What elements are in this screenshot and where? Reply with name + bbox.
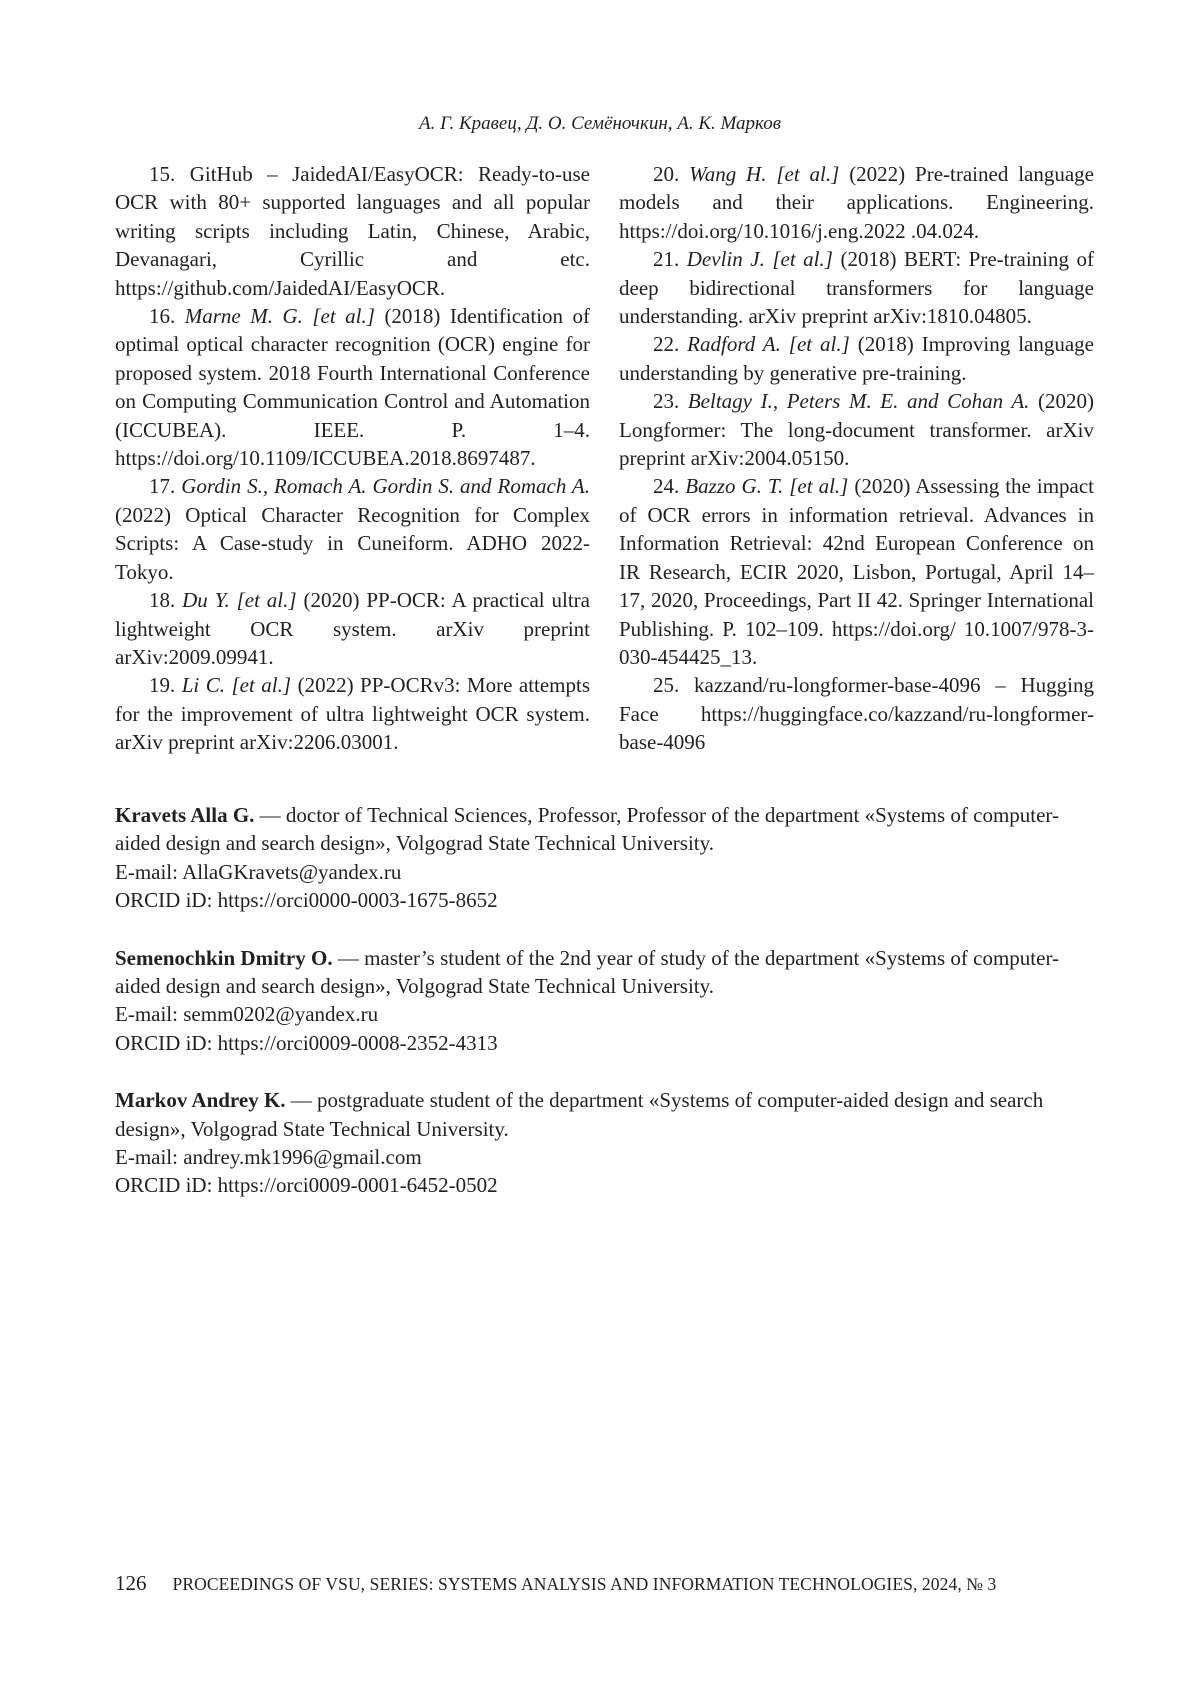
reference-authors: Marne M. G. [et al.] (185, 304, 375, 328)
author-line (115, 1086, 1094, 1143)
reference-20 (619, 160, 1094, 245)
author-info-markov (115, 1086, 1094, 1200)
reference-text: (2022) Pre-trained language models and their applications. Engineering. https://doi.org/10.1016/j.eng.2022 .04.024. (619, 162, 1094, 243)
reference-24 (619, 472, 1094, 671)
reference-number: 17. (149, 474, 175, 498)
running-header: А. Г. Кравец, Д. О. Семёночкин, А. К. Марков (0, 113, 1200, 135)
reference-21 (619, 245, 1094, 330)
reference-text: (2022) Optical Character Recognition for Complex Scripts: A Case-study in Cuneiform. ADHO 2022-Tokyo. (115, 503, 590, 584)
reference-text: (2022) PP-OCRv3: More attempts for the improvement of ultra lightweight OCR system. arXiv preprint arXiv:2206.03001. (115, 673, 590, 754)
reference-number: 15. (149, 162, 175, 186)
reference-25 (619, 671, 1094, 756)
author-name: Markov Andrey K. (115, 1088, 286, 1112)
reference-16 (115, 302, 590, 472)
author-info-section (115, 801, 1094, 1229)
reference-22 (619, 330, 1094, 387)
references-left-column (115, 160, 590, 757)
author-email: E-mail: andrey.mk1996@gmail.com (115, 1143, 1094, 1171)
reference-text: (2018) Identification of optimal optical character recognition (OCR) engine for proposed system. 2018 Fourth International Conference on Computing Communication Control and Automation (ICCUBEA). IEEE. P. 1–4. https://doi.org/10.1109/ICCUBEA.2018.8697487. (115, 304, 590, 470)
reference-18 (115, 586, 590, 671)
reference-number: 19. (149, 673, 175, 697)
reference-text: (2018) Improving language understanding by generative pre-training. (619, 332, 1094, 384)
reference-number: 21. (653, 247, 679, 271)
reference-authors: Gordin S., Romach A. Gordin S. and Romach A. (181, 474, 590, 498)
reference-number: 18. (149, 588, 175, 612)
author-orcid: ORCID iD: https://orci0009-0001-6452-0502 (115, 1171, 1094, 1199)
reference-authors: Du Y. [et al.] (182, 588, 296, 612)
reference-authors: Beltagy I., Peters M. E. and Cohan A. (688, 389, 1030, 413)
page-number: 126 (115, 1571, 147, 1595)
reference-authors: Wang H. [et al.] (689, 162, 839, 186)
reference-text: GitHub – JaidedAI/EasyOCR: Ready-to-use OCR with 80+ supported languages and all popular writing scripts including Latin, Chinese, Arabic, Devanagari, Cyrillic and etc. https://github.com/JaidedAI/EasyOCR. (115, 162, 590, 300)
reference-authors: Bazzo G. T. [et al.] (685, 474, 848, 498)
reference-text: (2020) PP-OCR: A practical ultra lightweight OCR system. arXiv preprint arXiv:2009.09941. (115, 588, 590, 669)
page-footer (115, 1571, 1094, 1596)
reference-text: (2020) Longformer: The long-document transformer. arXiv preprint arXiv:2004.05150. (619, 389, 1094, 470)
reference-number: 16. (149, 304, 175, 328)
author-email: E-mail: AllaGKravets@yandex.ru (115, 858, 1094, 886)
author-description: — master’s student of the 2nd year of study of the department «Systems of computer-aided design and search design», Volgograd State Technical University. (115, 946, 1059, 998)
author-description: — postgraduate student of the department «Systems of computer-aided design and search design», Volgograd State Technical University. (115, 1088, 1043, 1140)
author-orcid: ORCID iD: https://orci0000-0003-1675-8652 (115, 886, 1094, 914)
author-name: Semenochkin Dmitry O. (115, 946, 333, 970)
references-right-column (619, 160, 1094, 757)
reference-text: (2018) BERT: Pre-training of deep bidirectional transformers for language understanding. arXiv preprint arXiv:1810.04805. (619, 247, 1094, 328)
reference-authors: Devlin J. [et al.] (687, 247, 833, 271)
page (0, 0, 1200, 1697)
reference-number: 22. (653, 332, 679, 356)
author-info-semenochkin (115, 944, 1094, 1058)
journal-name: PROCEEDINGS OF VSU, SERIES: SYSTEMS ANALYSIS AND INFORMATION TECHNOLOGIES, 2024, № 3 (173, 1574, 997, 1594)
reference-19 (115, 671, 590, 756)
reference-15 (115, 160, 590, 302)
author-description: — doctor of Technical Sciences, Professor, Professor of the department «Systems of computer-aided design and search design», Volgograd State Technical University. (115, 803, 1059, 855)
author-line (115, 944, 1094, 1001)
reference-text: kazzand/ru-longformer-base-4096 – Hugging Face https://huggingface.co/kazzand/ru-longformer-base-4096 (619, 673, 1094, 754)
reference-text: (2020) Assessing the impact of OCR errors in information retrieval. Advances in Information Retrieval: 42nd European Conference on IR Research, ECIR 2020, Lisbon, Portugal, April 14–17, 2020, Proceedings, Part II 42. Springer International Publishing. P. 102–109. https://doi.org/ 10.1007/978-3-030-454425_13. (619, 474, 1094, 668)
author-orcid: ORCID iD: https://orci0009-0008-2352-4313 (115, 1029, 1094, 1057)
reference-number: 24. (653, 474, 679, 498)
reference-authors: Li C. [et al.] (182, 673, 291, 697)
author-email: E-mail: semm0202@yandex.ru (115, 1000, 1094, 1028)
author-name: Kravets Alla G. (115, 803, 254, 827)
reference-authors: Radford A. [et al.] (687, 332, 850, 356)
reference-number: 23. (653, 389, 679, 413)
reference-17 (115, 472, 590, 586)
author-line (115, 801, 1094, 858)
reference-number: 25. (653, 673, 679, 697)
reference-number: 20. (653, 162, 679, 186)
author-info-kravets (115, 801, 1094, 915)
reference-23 (619, 387, 1094, 472)
